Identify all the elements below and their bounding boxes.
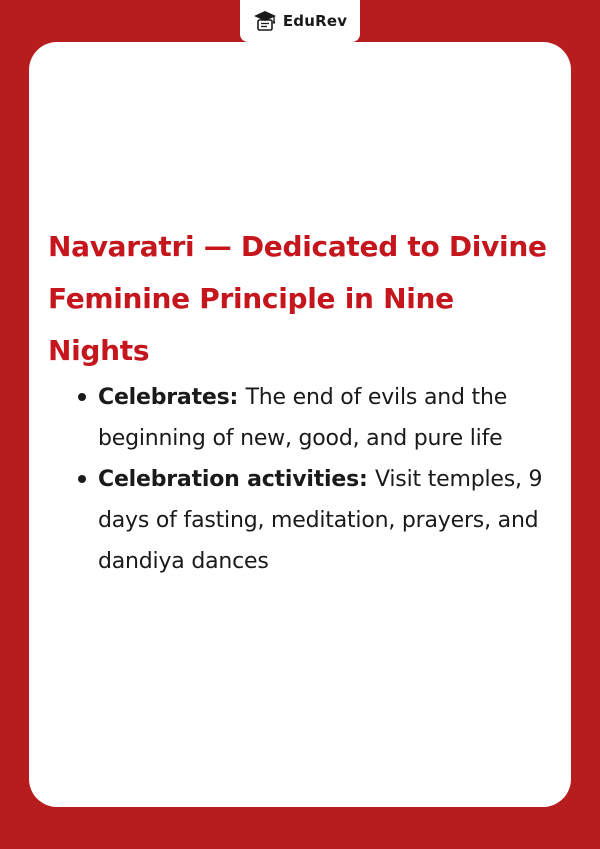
content-card [29,42,571,807]
bullet-text: Visit temples, 9 days of fasting, meditation, prayers, and dandiya dances [98,467,543,574]
brand-header [240,0,360,42]
bullet-term: Celebrates: [98,385,246,410]
card-title: Navaratri — Dedicated to Divine Feminine Principle in Nine Nights [48,230,547,367]
brand-name: EduRev [282,12,348,30]
bullet-term: Celebration activities: [98,467,376,492]
graduation-cap-icon [253,10,277,32]
bullet-item-celebrates [48,377,548,459]
bullet-list [48,377,548,582]
bullet-dot [78,475,86,483]
bullet-dot [78,393,86,401]
bullet-item-activities [48,459,548,582]
bullet-text: The end of evils and the beginning of new, good, and pure life [98,385,508,451]
card-content [48,221,548,582]
